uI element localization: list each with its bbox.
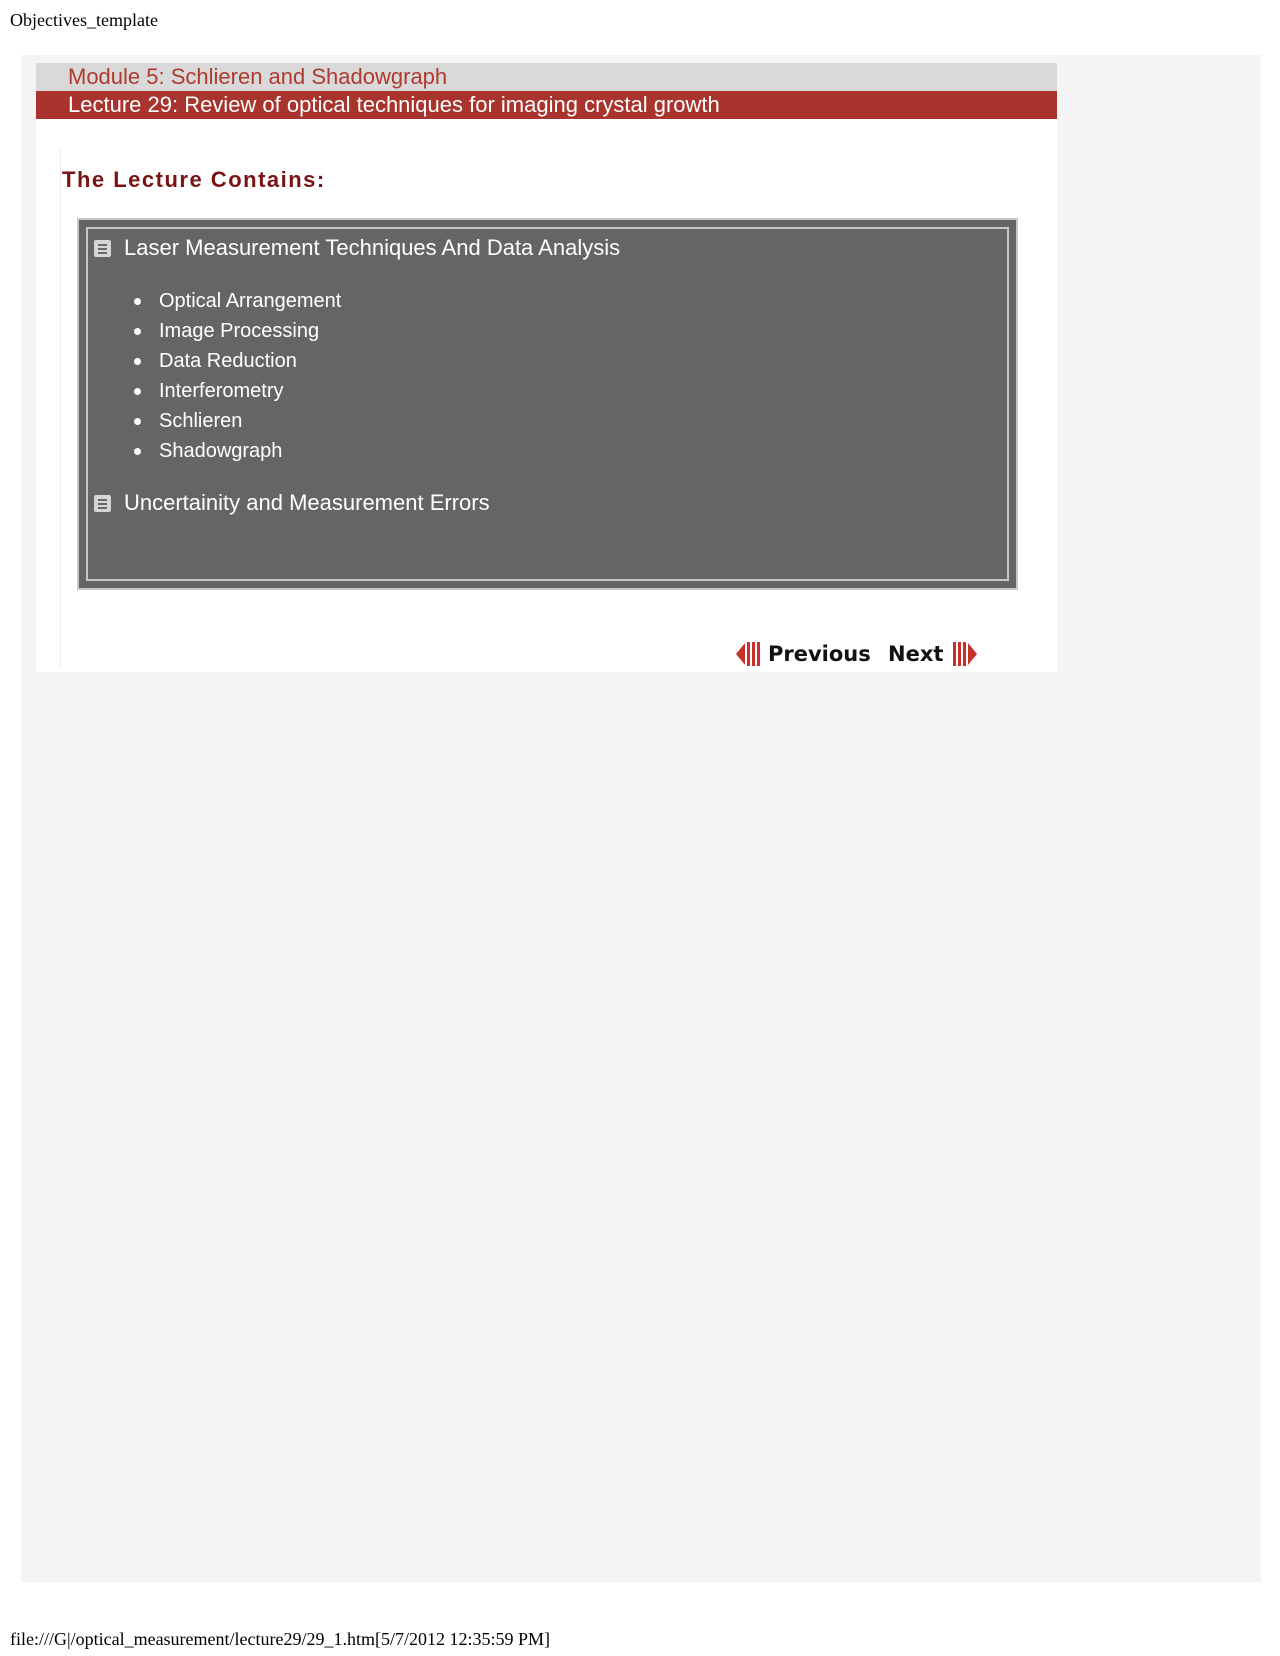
subtopic-label: Interferometry [159, 379, 284, 402]
module-title: Module 5: Schlieren and Shadowgraph [68, 64, 448, 89]
page-footer: file:///G|/optical_measurement/lecture29/29_1.htm[5/7/2012 12:35:59 PM] [10, 1629, 551, 1649]
subtopic-list [134, 286, 341, 466]
list-item [134, 436, 341, 466]
list-item [134, 376, 341, 406]
subtopic-label: Image Processing [159, 319, 320, 342]
lecture-title: Lecture 29: Review of optical techniques for imaging crystal growth [68, 92, 720, 117]
next-label: Next [888, 642, 944, 666]
subtopic-label: Schlieren [159, 409, 243, 432]
next-button[interactable] [888, 639, 977, 669]
bullet-icon [134, 418, 141, 425]
next-arrow-icon [949, 641, 977, 667]
divider [60, 148, 61, 668]
document-list-icon [94, 240, 111, 257]
previous-button[interactable] [736, 639, 871, 669]
bullet-icon [134, 358, 141, 365]
list-item [134, 316, 341, 346]
list-item [134, 406, 341, 436]
list-item [134, 346, 341, 376]
subtopic-label: Shadowgraph [159, 439, 283, 462]
lecture-content [36, 63, 1057, 672]
previous-label: Previous [768, 642, 871, 666]
bullet-icon [134, 448, 141, 455]
list-item [134, 286, 341, 316]
bullet-icon [134, 298, 141, 305]
module-bar [36, 63, 1057, 91]
topic-label: Laser Measurement Techniques And Data Analysis [124, 235, 621, 260]
document-list-icon [94, 495, 111, 512]
lecture-bar [36, 91, 1057, 119]
topic-laser-measurement [94, 233, 620, 263]
page-header: Objectives_template [10, 10, 158, 30]
bullet-icon [134, 388, 141, 395]
contents-heading: The Lecture Contains: [62, 167, 326, 192]
topic-label: Uncertainity and Measurement Errors [124, 490, 490, 515]
subtopic-label: Data Reduction [159, 349, 297, 372]
topic-uncertainty [94, 488, 490, 518]
prev-arrow-icon [736, 641, 764, 667]
subtopic-label: Optical Arrangement [159, 289, 342, 312]
contents-box [77, 218, 1018, 590]
bullet-icon [134, 328, 141, 335]
